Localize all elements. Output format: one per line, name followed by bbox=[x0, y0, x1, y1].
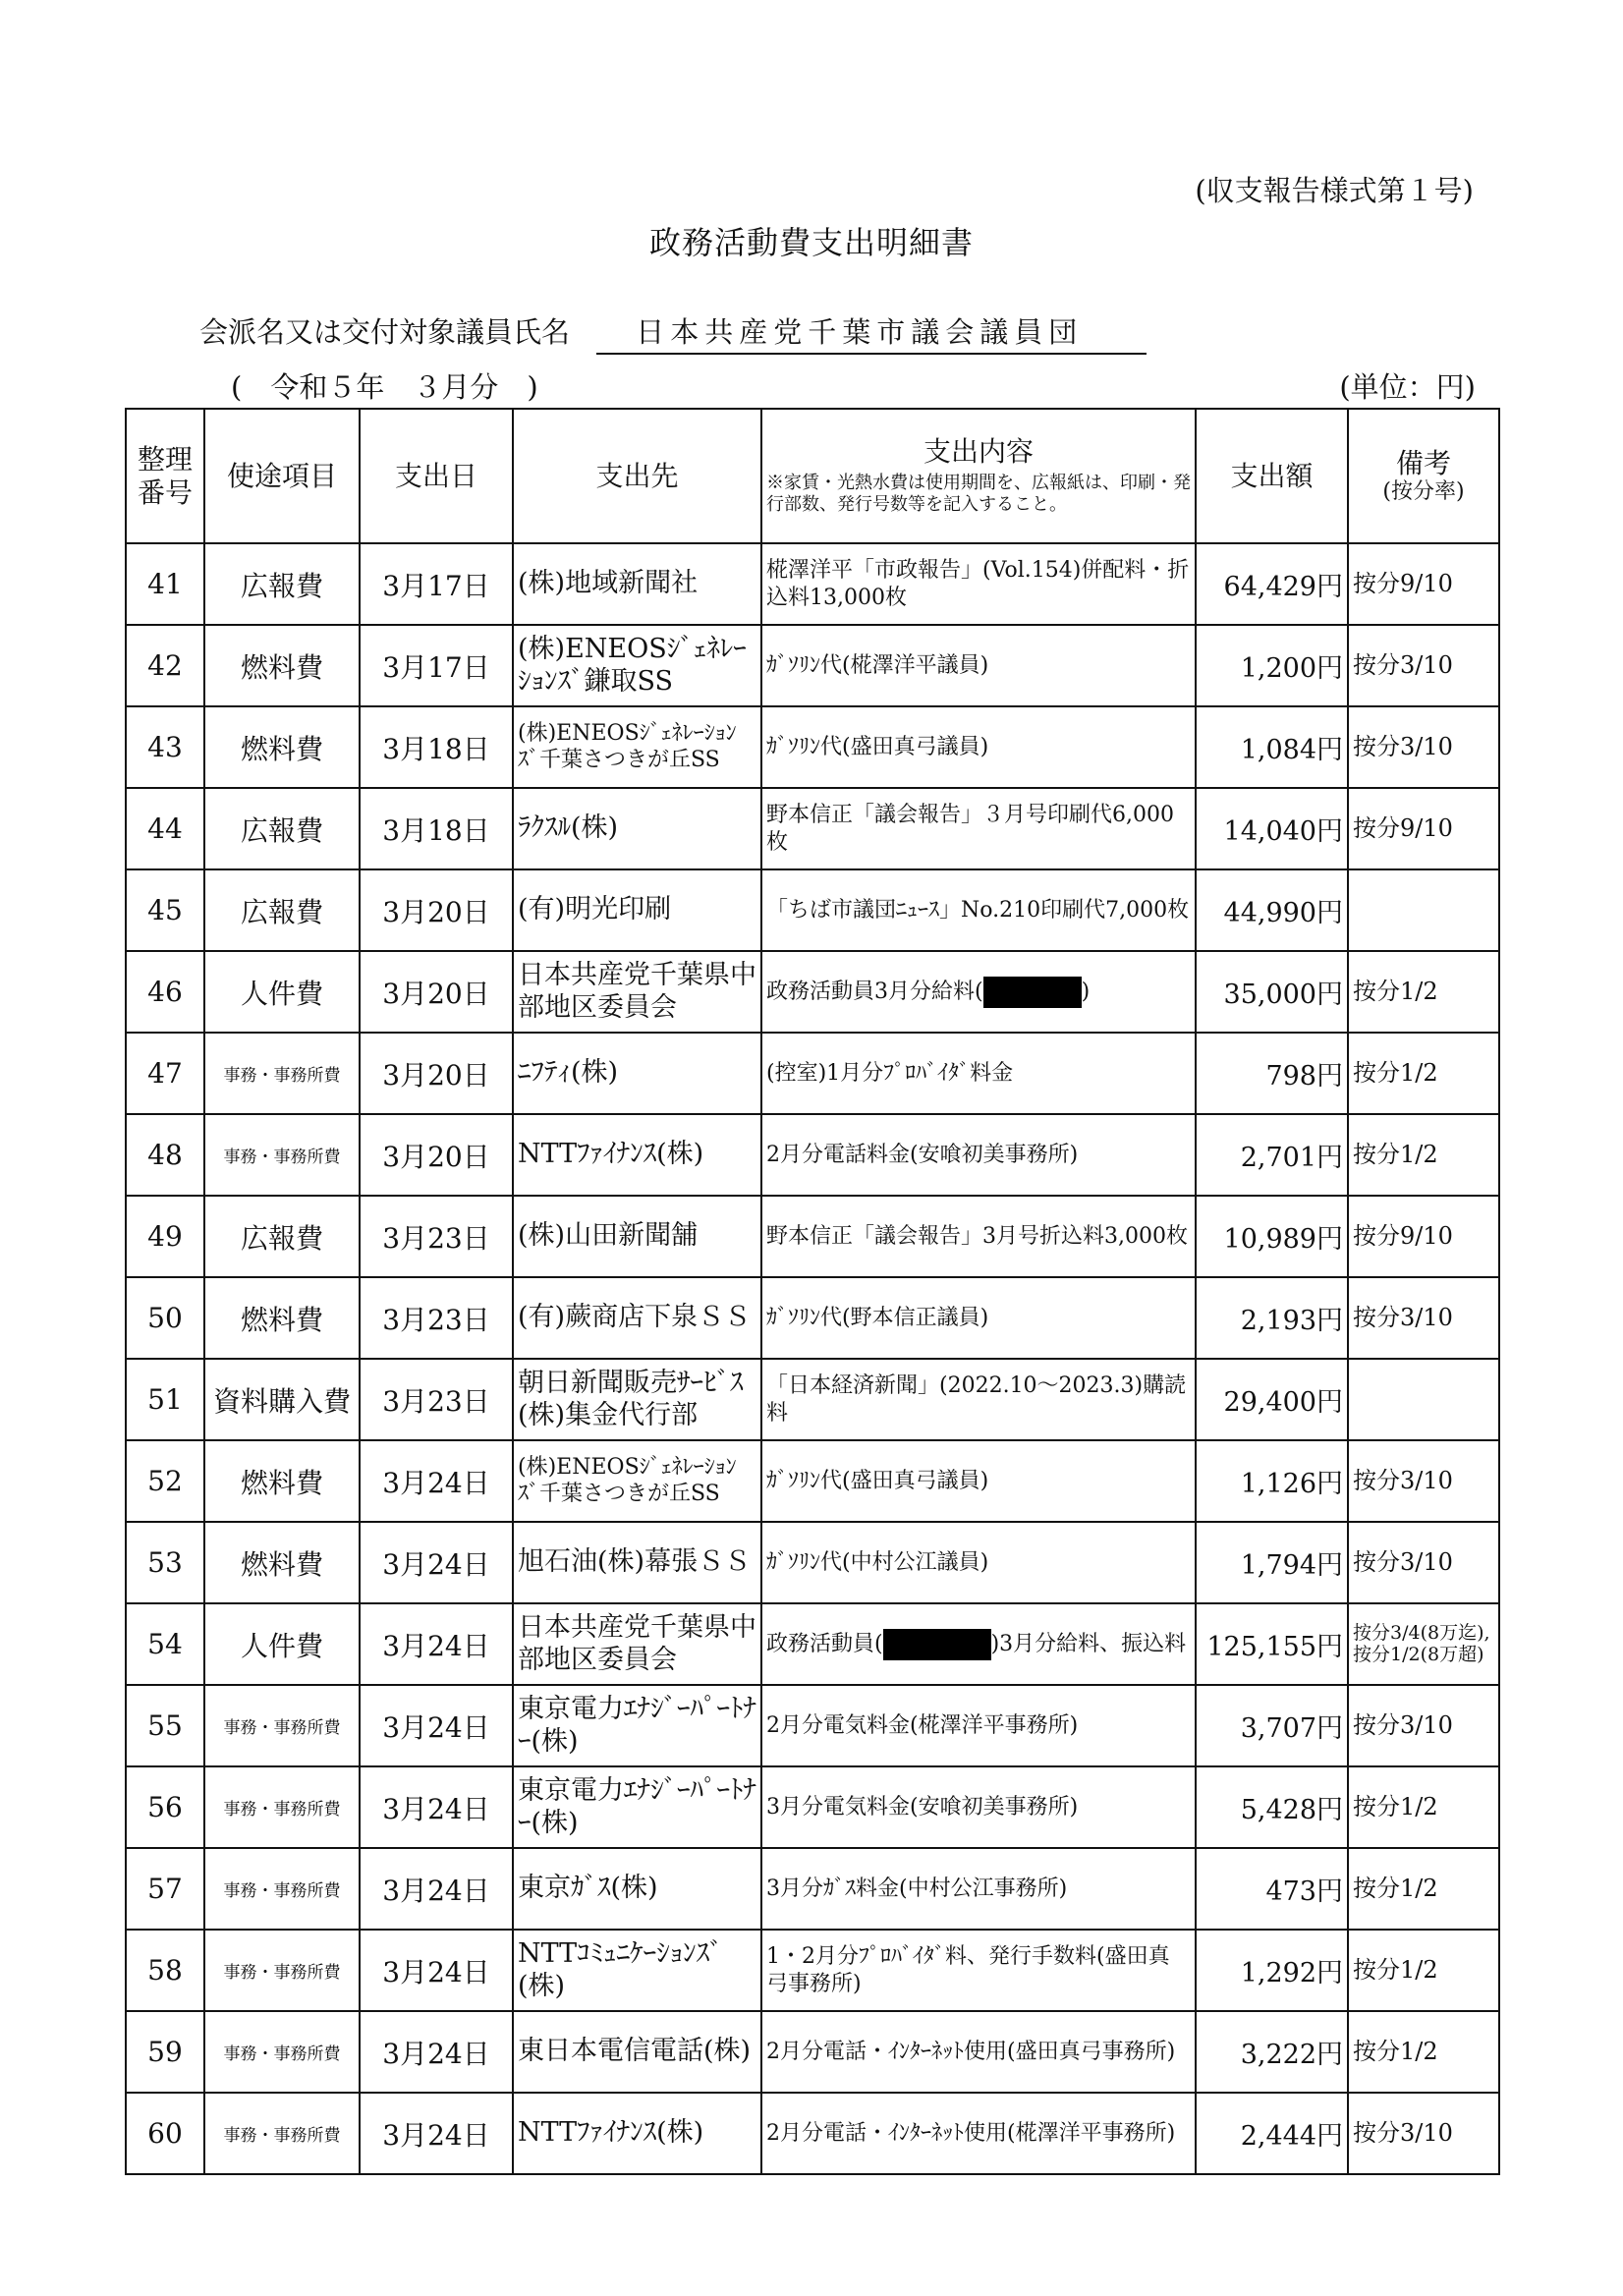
row-category: 事務・事務所費 bbox=[204, 1930, 360, 2011]
row-content: ｶﾞｿﾘﾝ代(椛澤洋平議員) bbox=[761, 625, 1196, 706]
row-date: 3月17日 bbox=[360, 543, 513, 625]
row-payee: (株)ENEOSｼﾞｪﾈﾚｰｼｮﾝｽﾞ千葉さつきが丘SS bbox=[513, 706, 761, 788]
row-date: 3月18日 bbox=[360, 706, 513, 788]
row-amount: 64,429円 bbox=[1196, 543, 1348, 625]
row-remarks: 按分1/2 bbox=[1348, 1114, 1499, 1196]
table-row bbox=[126, 2011, 1499, 2093]
row-content: 3月分電気料金(安喰初美事務所) bbox=[761, 1766, 1196, 1848]
member-label: 会派名又は交付対象議員氏名 bbox=[199, 315, 571, 349]
row-amount: 5,428円 bbox=[1196, 1766, 1348, 1848]
row-amount: 1,126円 bbox=[1196, 1440, 1348, 1522]
row-amount: 2,444円 bbox=[1196, 2093, 1348, 2174]
row-date: 3月23日 bbox=[360, 1196, 513, 1277]
header-remarks-sub: (按分率) bbox=[1382, 479, 1465, 505]
table-row bbox=[126, 1114, 1499, 1196]
row-category: 広報費 bbox=[204, 543, 360, 625]
row-date: 3月24日 bbox=[360, 1848, 513, 1930]
row-remarks: 按分9/10 bbox=[1348, 543, 1499, 625]
row-remarks: 按分3/10 bbox=[1348, 706, 1499, 788]
row-content: (控室)1月分ﾌﾟﾛﾊﾞｲﾀﾞ料金 bbox=[761, 1033, 1196, 1114]
row-content bbox=[761, 951, 1196, 1033]
row-amount: 2,701円 bbox=[1196, 1114, 1348, 1196]
member-name: 日本共産党千葉市議会議員団 bbox=[596, 310, 1147, 355]
header-content-note: ※家賃・光熱水費は使用期間を、広報紙は、印刷・発行部数、発行号数等を記入すること。 bbox=[766, 472, 1191, 516]
table-row bbox=[126, 1766, 1499, 1848]
row-payee: 東京電力ｴﾅｼﾞｰﾊﾟｰﾄﾅｰ(株) bbox=[513, 1766, 761, 1848]
row-no: 41 bbox=[126, 543, 204, 625]
row-remarks: 按分1/2 bbox=[1348, 1930, 1499, 2011]
row-no: 46 bbox=[126, 951, 204, 1033]
redaction-box bbox=[983, 977, 1082, 1008]
row-content: 3月分ｶﾞｽ料金(中村公江事務所) bbox=[761, 1848, 1196, 1930]
row-content-before: 政務活動員3月分給料( bbox=[766, 979, 983, 1004]
row-category: 事務・事務所費 bbox=[204, 1848, 360, 1930]
row-remarks bbox=[1348, 869, 1499, 951]
row-no: 54 bbox=[126, 1603, 204, 1685]
row-category: 燃料費 bbox=[204, 706, 360, 788]
row-category: 事務・事務所費 bbox=[204, 1033, 360, 1114]
table-row bbox=[126, 869, 1499, 951]
row-category: 燃料費 bbox=[204, 1277, 360, 1359]
row-category: 事務・事務所費 bbox=[204, 2093, 360, 2174]
row-content bbox=[761, 1603, 1196, 1685]
row-no: 52 bbox=[126, 1440, 204, 1522]
row-amount: 2,193円 bbox=[1196, 1277, 1348, 1359]
row-remarks: 按分3/10 bbox=[1348, 1277, 1499, 1359]
row-date: 3月24日 bbox=[360, 2093, 513, 2174]
row-remarks bbox=[1348, 1359, 1499, 1440]
row-no: 50 bbox=[126, 1277, 204, 1359]
row-amount: 29,400円 bbox=[1196, 1359, 1348, 1440]
row-content: ｶﾞｿﾘﾝ代(盛田真弓議員) bbox=[761, 1440, 1196, 1522]
row-category: 人件費 bbox=[204, 1603, 360, 1685]
header-no: 整理番号 bbox=[126, 409, 204, 543]
row-remarks: 按分3/10 bbox=[1348, 625, 1499, 706]
row-amount: 473円 bbox=[1196, 1848, 1348, 1930]
table-row bbox=[126, 1848, 1499, 1930]
table-row bbox=[126, 1440, 1499, 1522]
table-row bbox=[126, 1359, 1499, 1440]
row-category: 事務・事務所費 bbox=[204, 1114, 360, 1196]
row-content: 「ちば市議団ﾆｭｰｽ」No.210印刷代7,000枚 bbox=[761, 869, 1196, 951]
row-category: 燃料費 bbox=[204, 1440, 360, 1522]
row-no: 57 bbox=[126, 1848, 204, 1930]
row-payee: NTTｺﾐｭﾆｹｰｼｮﾝｽﾞ(株) bbox=[513, 1930, 761, 2011]
row-content: 2月分電話・ｲﾝﾀｰﾈｯﾄ使用(椛澤洋平事務所) bbox=[761, 2093, 1196, 2174]
row-payee: NTTﾌｧｲﾅﾝｽ(株) bbox=[513, 1114, 761, 1196]
header-category: 使途項目 bbox=[204, 409, 360, 543]
row-payee: 東京ｶﾞｽ(株) bbox=[513, 1848, 761, 1930]
table-row bbox=[126, 1522, 1499, 1603]
row-content: 1・2月分ﾌﾟﾛﾊﾞｲﾀﾞ料、発行手数料(盛田真弓事務所) bbox=[761, 1930, 1196, 2011]
row-content: ｶﾞｿﾘﾝ代(野本信正議員) bbox=[761, 1277, 1196, 1359]
row-payee: 旭石油(株)幕張ＳＳ bbox=[513, 1522, 761, 1603]
row-content-before: 政務活動員( bbox=[766, 1631, 883, 1656]
row-amount: 35,000円 bbox=[1196, 951, 1348, 1033]
row-content: 野本信正「議会報告」３月号印刷代6,000枚 bbox=[761, 788, 1196, 869]
row-amount: 1,292円 bbox=[1196, 1930, 1348, 2011]
row-payee: NTTﾌｧｲﾅﾝｽ(株) bbox=[513, 2093, 761, 2174]
row-category: 人件費 bbox=[204, 951, 360, 1033]
table-header-row bbox=[126, 409, 1499, 543]
row-content: ｶﾞｿﾘﾝ代(中村公江議員) bbox=[761, 1522, 1196, 1603]
table-row bbox=[126, 1033, 1499, 1114]
row-payee: 朝日新聞販売ｻｰﾋﾞｽ(株)集金代行部 bbox=[513, 1359, 761, 1440]
row-payee: 日本共産党千葉県中部地区委員会 bbox=[513, 951, 761, 1033]
row-no: 59 bbox=[126, 2011, 204, 2093]
row-content: 2月分電気料金(椛澤洋平事務所) bbox=[761, 1685, 1196, 1766]
row-no: 56 bbox=[126, 1766, 204, 1848]
row-remarks: 按分3/10 bbox=[1348, 1440, 1499, 1522]
row-payee: 東日本電信電話(株) bbox=[513, 2011, 761, 2093]
header-date: 支出日 bbox=[360, 409, 513, 543]
header-content-label: 支出内容 bbox=[923, 435, 1034, 469]
reporting-period: ( 令和５年 ３月分 ) bbox=[231, 370, 538, 404]
row-date: 3月24日 bbox=[360, 1930, 513, 2011]
row-amount: 14,040円 bbox=[1196, 788, 1348, 869]
row-category: 広報費 bbox=[204, 869, 360, 951]
row-amount: 44,990円 bbox=[1196, 869, 1348, 951]
row-date: 3月24日 bbox=[360, 1685, 513, 1766]
row-no: 47 bbox=[126, 1033, 204, 1114]
row-category: 広報費 bbox=[204, 1196, 360, 1277]
row-content-after: )3月分給料、振込料 bbox=[990, 1631, 1187, 1656]
row-no: 53 bbox=[126, 1522, 204, 1603]
header-payee: 支出先 bbox=[513, 409, 761, 543]
header-content bbox=[761, 409, 1196, 543]
row-amount: 1,084円 bbox=[1196, 706, 1348, 788]
row-date: 3月23日 bbox=[360, 1277, 513, 1359]
row-no: 44 bbox=[126, 788, 204, 869]
row-remarks: 按分3/10 bbox=[1348, 2093, 1499, 2174]
row-no: 48 bbox=[126, 1114, 204, 1196]
row-no: 60 bbox=[126, 2093, 204, 2174]
row-remarks: 按分3/4(8万迄),按分1/2(8万超) bbox=[1348, 1603, 1499, 1685]
row-payee: ﾆﾌﾃｨ(株) bbox=[513, 1033, 761, 1114]
row-no: 49 bbox=[126, 1196, 204, 1277]
row-amount: 10,989円 bbox=[1196, 1196, 1348, 1277]
row-no: 51 bbox=[126, 1359, 204, 1440]
row-no: 43 bbox=[126, 706, 204, 788]
header-remarks-label: 備考 bbox=[1395, 446, 1451, 479]
row-date: 3月18日 bbox=[360, 788, 513, 869]
row-payee: (株)地域新聞社 bbox=[513, 543, 761, 625]
row-category: 燃料費 bbox=[204, 1522, 360, 1603]
row-payee: 日本共産党千葉県中部地区委員会 bbox=[513, 1603, 761, 1685]
row-date: 3月20日 bbox=[360, 1114, 513, 1196]
table-row bbox=[126, 951, 1499, 1033]
row-payee: (株)ENEOSｼﾞｪﾈﾚｰｼｮﾝｽﾞ鎌取SS bbox=[513, 625, 761, 706]
form-number: (収支報告様式第１号) bbox=[1195, 174, 1474, 207]
row-content: 椛澤洋平「市政報告」(Vol.154)併配料・折込料13,000枚 bbox=[761, 543, 1196, 625]
table-row bbox=[126, 1277, 1499, 1359]
row-category: 事務・事務所費 bbox=[204, 1685, 360, 1766]
row-payee: (株)ENEOSｼﾞｪﾈﾚｰｼｮﾝｽﾞ千葉さつきが丘SS bbox=[513, 1440, 761, 1522]
table-row bbox=[126, 625, 1499, 706]
row-date: 3月23日 bbox=[360, 1359, 513, 1440]
table-row bbox=[126, 543, 1499, 625]
table-row bbox=[126, 1196, 1499, 1277]
row-content-after: ) bbox=[1081, 979, 1091, 1004]
row-remarks: 按分1/2 bbox=[1348, 951, 1499, 1033]
row-remarks: 按分1/2 bbox=[1348, 2011, 1499, 2093]
row-date: 3月24日 bbox=[360, 1440, 513, 1522]
row-date: 3月24日 bbox=[360, 1766, 513, 1848]
row-category: 燃料費 bbox=[204, 625, 360, 706]
row-category: 事務・事務所費 bbox=[204, 2011, 360, 2093]
row-date: 3月24日 bbox=[360, 2011, 513, 2093]
row-content: 「日本経済新聞」(2022.10～2023.3)購読料 bbox=[761, 1359, 1196, 1440]
row-remarks: 按分1/2 bbox=[1348, 1033, 1499, 1114]
row-content: 2月分電話・ｲﾝﾀｰﾈｯﾄ使用(盛田真弓事務所) bbox=[761, 2011, 1196, 2093]
row-category: 資料購入費 bbox=[204, 1359, 360, 1440]
row-amount: 3,222円 bbox=[1196, 2011, 1348, 2093]
row-remarks: 按分9/10 bbox=[1348, 788, 1499, 869]
table-row bbox=[126, 788, 1499, 869]
row-date: 3月24日 bbox=[360, 1603, 513, 1685]
header-remarks bbox=[1348, 409, 1499, 543]
row-no: 45 bbox=[126, 869, 204, 951]
unit-label: (単位：円) bbox=[1339, 370, 1476, 404]
row-date: 3月20日 bbox=[360, 951, 513, 1033]
row-amount: 1,200円 bbox=[1196, 625, 1348, 706]
row-content: ｶﾞｿﾘﾝ代(盛田真弓議員) bbox=[761, 706, 1196, 788]
row-amount: 1,794円 bbox=[1196, 1522, 1348, 1603]
row-payee: (有)蕨商店下泉ＳＳ bbox=[513, 1277, 761, 1359]
row-payee: (有)明光印刷 bbox=[513, 869, 761, 951]
expenditure-table bbox=[125, 408, 1500, 2175]
member-line bbox=[199, 310, 1147, 355]
row-remarks: 按分1/2 bbox=[1348, 1848, 1499, 1930]
document-title: 政務活動費支出明細書 bbox=[648, 224, 974, 261]
row-date: 3月24日 bbox=[360, 1522, 513, 1603]
table-row bbox=[126, 1603, 1499, 1685]
row-amount: 3,707円 bbox=[1196, 1685, 1348, 1766]
table-row bbox=[126, 1930, 1499, 2011]
row-payee: ﾗｸｽﾙ(株) bbox=[513, 788, 761, 869]
row-date: 3月20日 bbox=[360, 869, 513, 951]
row-remarks: 按分9/10 bbox=[1348, 1196, 1499, 1277]
table-row bbox=[126, 2093, 1499, 2174]
row-amount: 125,155円 bbox=[1196, 1603, 1348, 1685]
row-content: 野本信正「議会報告」3月号折込料3,000枚 bbox=[761, 1196, 1196, 1277]
row-category: 広報費 bbox=[204, 788, 360, 869]
row-payee: (株)山田新聞舗 bbox=[513, 1196, 761, 1277]
row-date: 3月20日 bbox=[360, 1033, 513, 1114]
table-row bbox=[126, 1685, 1499, 1766]
table-row bbox=[126, 706, 1499, 788]
row-no: 42 bbox=[126, 625, 204, 706]
row-payee: 東京電力ｴﾅｼﾞｰﾊﾟｰﾄﾅｰ(株) bbox=[513, 1685, 761, 1766]
row-amount: 798円 bbox=[1196, 1033, 1348, 1114]
row-remarks: 按分3/10 bbox=[1348, 1685, 1499, 1766]
row-remarks: 按分3/10 bbox=[1348, 1522, 1499, 1603]
row-category: 事務・事務所費 bbox=[204, 1766, 360, 1848]
row-no: 58 bbox=[126, 1930, 204, 2011]
row-content: 2月分電話料金(安喰初美事務所) bbox=[761, 1114, 1196, 1196]
row-remarks: 按分1/2 bbox=[1348, 1766, 1499, 1848]
row-no: 55 bbox=[126, 1685, 204, 1766]
header-amount: 支出額 bbox=[1196, 409, 1348, 543]
row-date: 3月17日 bbox=[360, 625, 513, 706]
redaction-box bbox=[883, 1629, 991, 1660]
